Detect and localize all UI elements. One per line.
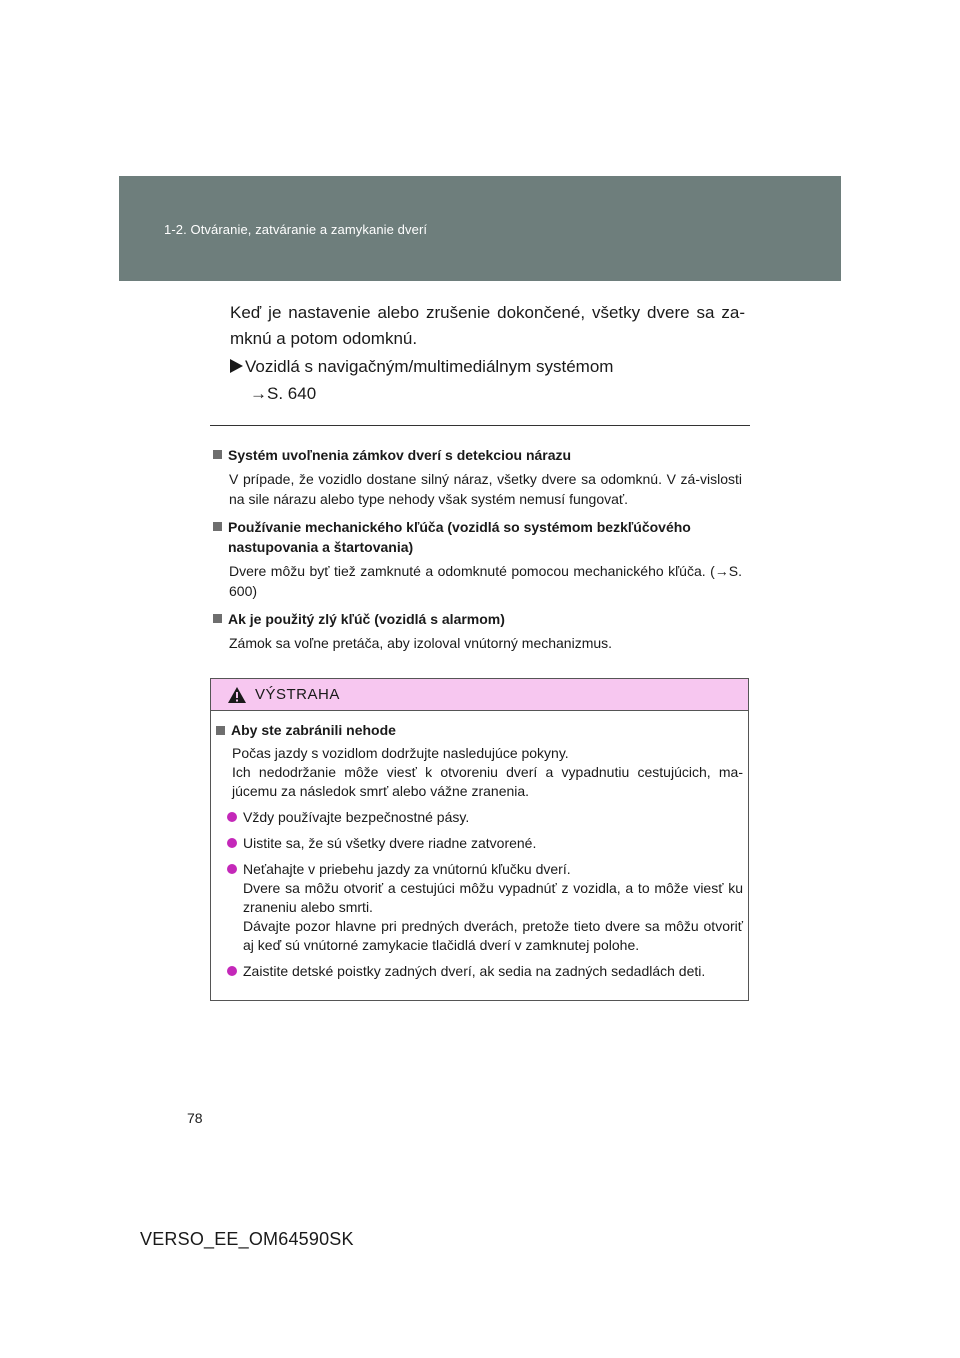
section-header-band	[119, 176, 841, 281]
square-bullet-icon	[213, 614, 222, 623]
note-heading-text: Systém uvoľnenia zámkov dverí s detekciou nárazu	[228, 447, 572, 463]
note-body: Zámok sa voľne pretáča, aby izoloval vnútorný mechanizmus.	[229, 635, 613, 651]
note-body: V prípade, že vozidlo dostane silný náraz, všetky dvere sa odomknú. V zá-vislosti na sile nárazu alebo type nehody však systém nemusí fungovať.	[229, 471, 742, 507]
warning-bullet-detail: Dvere sa môžu otvoriť a cestujúci môžu vypadnúť z vozidla, a to môže viesť ku zraneniu alebo smrti.	[243, 880, 743, 915]
page-number: 78	[187, 1110, 203, 1126]
intro-paragraph	[230, 300, 745, 352]
note-heading	[212, 609, 742, 629]
nav-system-label: Vozidlá s navigačným/multimediálnym systémom	[245, 357, 614, 376]
warning-bullet-detail: Dávajte pozor hlavne pri predných dverách, pretože tieto dvere sa môžu otvoriť aj keď sú vnútorné zamykacie tlačidlá dverí v zamknutej polohe.	[243, 918, 743, 953]
warning-triangle-icon	[227, 686, 247, 709]
warning-bullet-text: Neťahajte v priebehu jazdy za vnútornú kľučku dverí.	[243, 861, 571, 877]
warning-bullet-item	[215, 962, 743, 981]
note-heading-text: Ak je použitý zlý kľúč (vozidlá s alarmom)	[228, 611, 505, 627]
warning-bullet-text-group	[243, 860, 743, 955]
section-title: 1-2. Otváranie, zatváranie a zamykanie dverí	[164, 222, 428, 237]
document-code: VERSO_EE_OM64590SK	[140, 1229, 354, 1249]
warning-header	[211, 679, 748, 711]
circle-bullet-icon	[227, 812, 237, 822]
page-reference-link[interactable]: →S. 640	[250, 384, 317, 403]
warning-bullet-item	[215, 860, 743, 955]
warning-bullet-item	[215, 808, 743, 827]
warning-bullet-item	[215, 834, 743, 853]
note-heading	[212, 445, 742, 465]
warning-content	[215, 721, 743, 981]
square-bullet-icon	[216, 726, 225, 735]
note-heading	[212, 517, 742, 557]
note-heading-text: Používanie mechanického kľúča (vozidlá so systémom bezkľúčového nastupovania a štartovania)	[228, 519, 691, 555]
warning-heading-text: Aby ste zabránili nehode	[231, 722, 396, 738]
circle-bullet-icon	[227, 838, 237, 848]
nav-system-item	[230, 357, 613, 377]
warning-line: Ich nedodržanie môže viesť k otvoreniu dverí a vypadnutiu cestujúcich, ma-júcemu za následok smrť alebo vážne zranenia.	[232, 764, 743, 799]
warning-bullet-text: Uistite sa, že sú všetky dvere riadne zatvorené.	[243, 835, 537, 851]
square-bullet-icon	[213, 522, 222, 531]
warning-title: VÝSTRAHA	[255, 686, 340, 703]
warning-box	[210, 678, 749, 1001]
warning-bullet-text: Vždy používajte bezpečnostné pásy.	[243, 809, 470, 825]
intro-text: Keď je nastavenie alebo zrušenie dokončené, všetky dvere sa za-mknú a potom odomknú.	[230, 303, 745, 348]
warning-line: Počas jazdy s vozidlom dodržujte nasledujúce pokyny.	[232, 745, 569, 761]
arrow-right-icon	[230, 359, 243, 373]
note-body: Dvere môžu byť tiež zamknuté a odomknuté pomocou mechanického kľúča. (→S. 600)	[229, 563, 742, 599]
circle-bullet-icon	[227, 864, 237, 874]
section-divider	[210, 425, 750, 426]
circle-bullet-icon	[227, 966, 237, 976]
square-bullet-icon	[213, 450, 222, 459]
warning-heading	[215, 721, 743, 740]
warning-bullet-text: Zaistite detské poistky zadných dverí, ak sedia na zadných sedadlách deti.	[243, 963, 706, 979]
warning-intro	[215, 744, 743, 801]
notes-section	[212, 445, 742, 661]
